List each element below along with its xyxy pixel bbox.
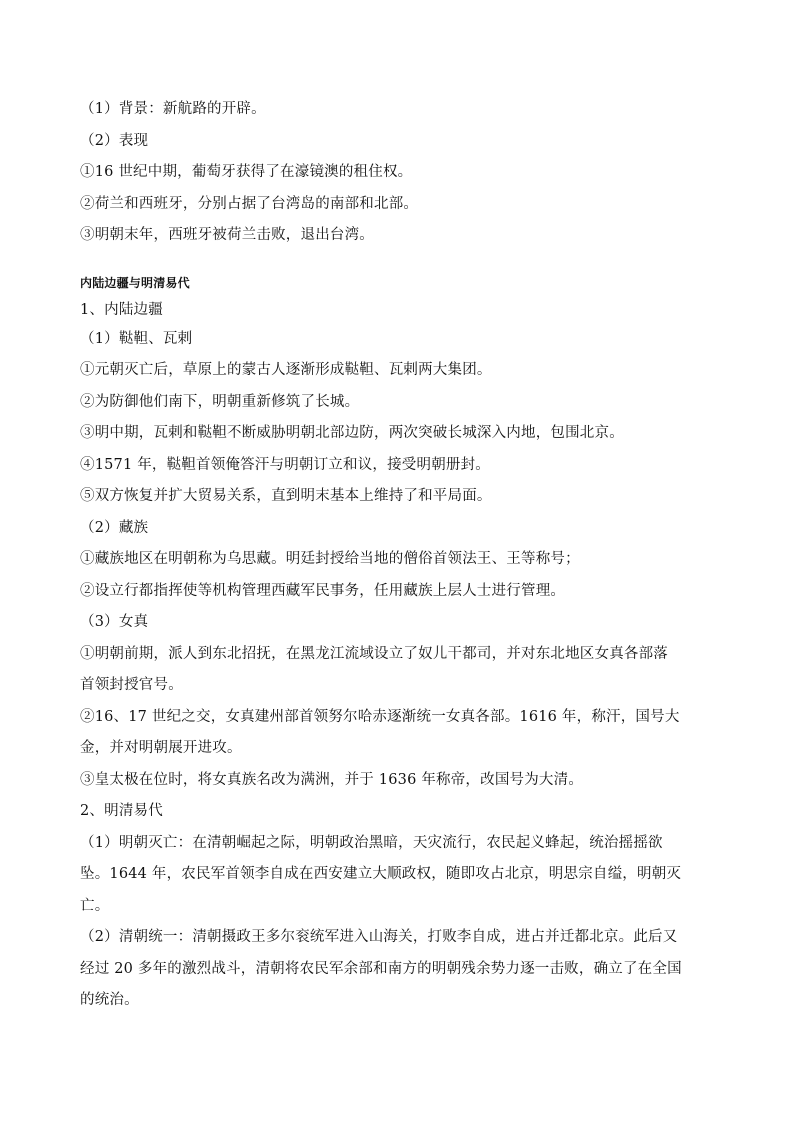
text-line: 亡。 xyxy=(80,897,110,914)
text-line: 2、明清易代 xyxy=(80,803,163,819)
document-page xyxy=(80,94,720,1017)
text-line: （2）藏族 xyxy=(80,519,149,536)
text-line: （2）清朝统一：清朝摄政王多尔衮统军进入山海关，打败李自成，进占并迁都北京。此后又 xyxy=(80,929,678,945)
section-maritime xyxy=(80,94,720,252)
text-line: （3）女真 xyxy=(80,614,149,630)
text-line: ①藏族地区在明朝称为乌思藏。明廷封授给当地的僧俗首领法王、王等称号； xyxy=(80,551,580,567)
text-line: ④1571 年，鞑靼首领俺答汗与明朝订立和议，接受明朝册封。 xyxy=(80,456,491,473)
text-line: ③明朝末年，西班牙被荷兰击败，退出台湾。 xyxy=(80,227,374,243)
text-line: ①16 世纪中期，葡萄牙获得了在濠镜澳的租住权。 xyxy=(80,164,413,180)
text-line: 1、内陆边疆 xyxy=(80,301,163,318)
text-line: 经过 20 多年的激烈战斗，清朝将农民军余部和南方的明朝残余势力逐一击败，确立了在全国 xyxy=(80,960,682,977)
section-inland-frontier xyxy=(80,270,720,1017)
text-line: ②设立行都指挥使等机构管理西藏军民事务，任用藏族上层人士进行管理。 xyxy=(80,582,566,599)
text-line: （1）鞑靼、瓦剌 xyxy=(80,330,193,347)
text-line: ②16、17 世纪之交，女真建州部首领努尔哈赤逐渐统一女真各部。1616 年，称汗，国号大 xyxy=(80,708,680,725)
text-line: ①元朝灭亡后，草原上的蒙古人逐渐形成鞑靼、瓦剌两大集团。 xyxy=(80,362,492,378)
text-line: ③明中期，瓦剌和鞑靼不断威胁明朝北部边防，两次突破长城深入内地，包围北京。 xyxy=(80,425,624,441)
text-line: 首领封授官号。 xyxy=(80,677,183,693)
text-line: ③皇太极在位时，将女真族名改为满洲，并于 1636 年称帝，改国号为大清。 xyxy=(80,771,584,788)
text-line: ②荷兰和西班牙，分别占据了台湾岛的南部和北部。 xyxy=(80,195,419,212)
text-line: 坠。1644 年，农民军首领李自成在西安建立大顺政权，随即攻占北京，明思宗自缢，明朝灭 xyxy=(80,866,682,882)
text-line: ②为防御他们南下，明朝重新修筑了长城。 xyxy=(80,393,360,410)
text-line: ①明朝前期，派人到东北招抚，在黑龙江流域设立了奴儿干都司，并对东北地区女真各部落 xyxy=(80,645,668,662)
text-line: ⑤双方恢复并扩大贸易关系，直到明末基本上维持了和平局面。 xyxy=(80,488,492,504)
text-line: （1）明朝灭亡：在清朝崛起之际，明朝政治黑暗，天灾流行，农民起义蜂起，统治摇摇欲 xyxy=(80,834,663,851)
text-line: （2）表现 xyxy=(80,132,149,149)
text-line: 金，并对明朝展开进攻。 xyxy=(80,740,242,756)
text-line: （1）背景：新航路的开辟。 xyxy=(80,101,266,117)
text-line: 的统治。 xyxy=(80,992,139,1008)
section-heading: 内陆边疆与明清易代 xyxy=(80,275,190,290)
